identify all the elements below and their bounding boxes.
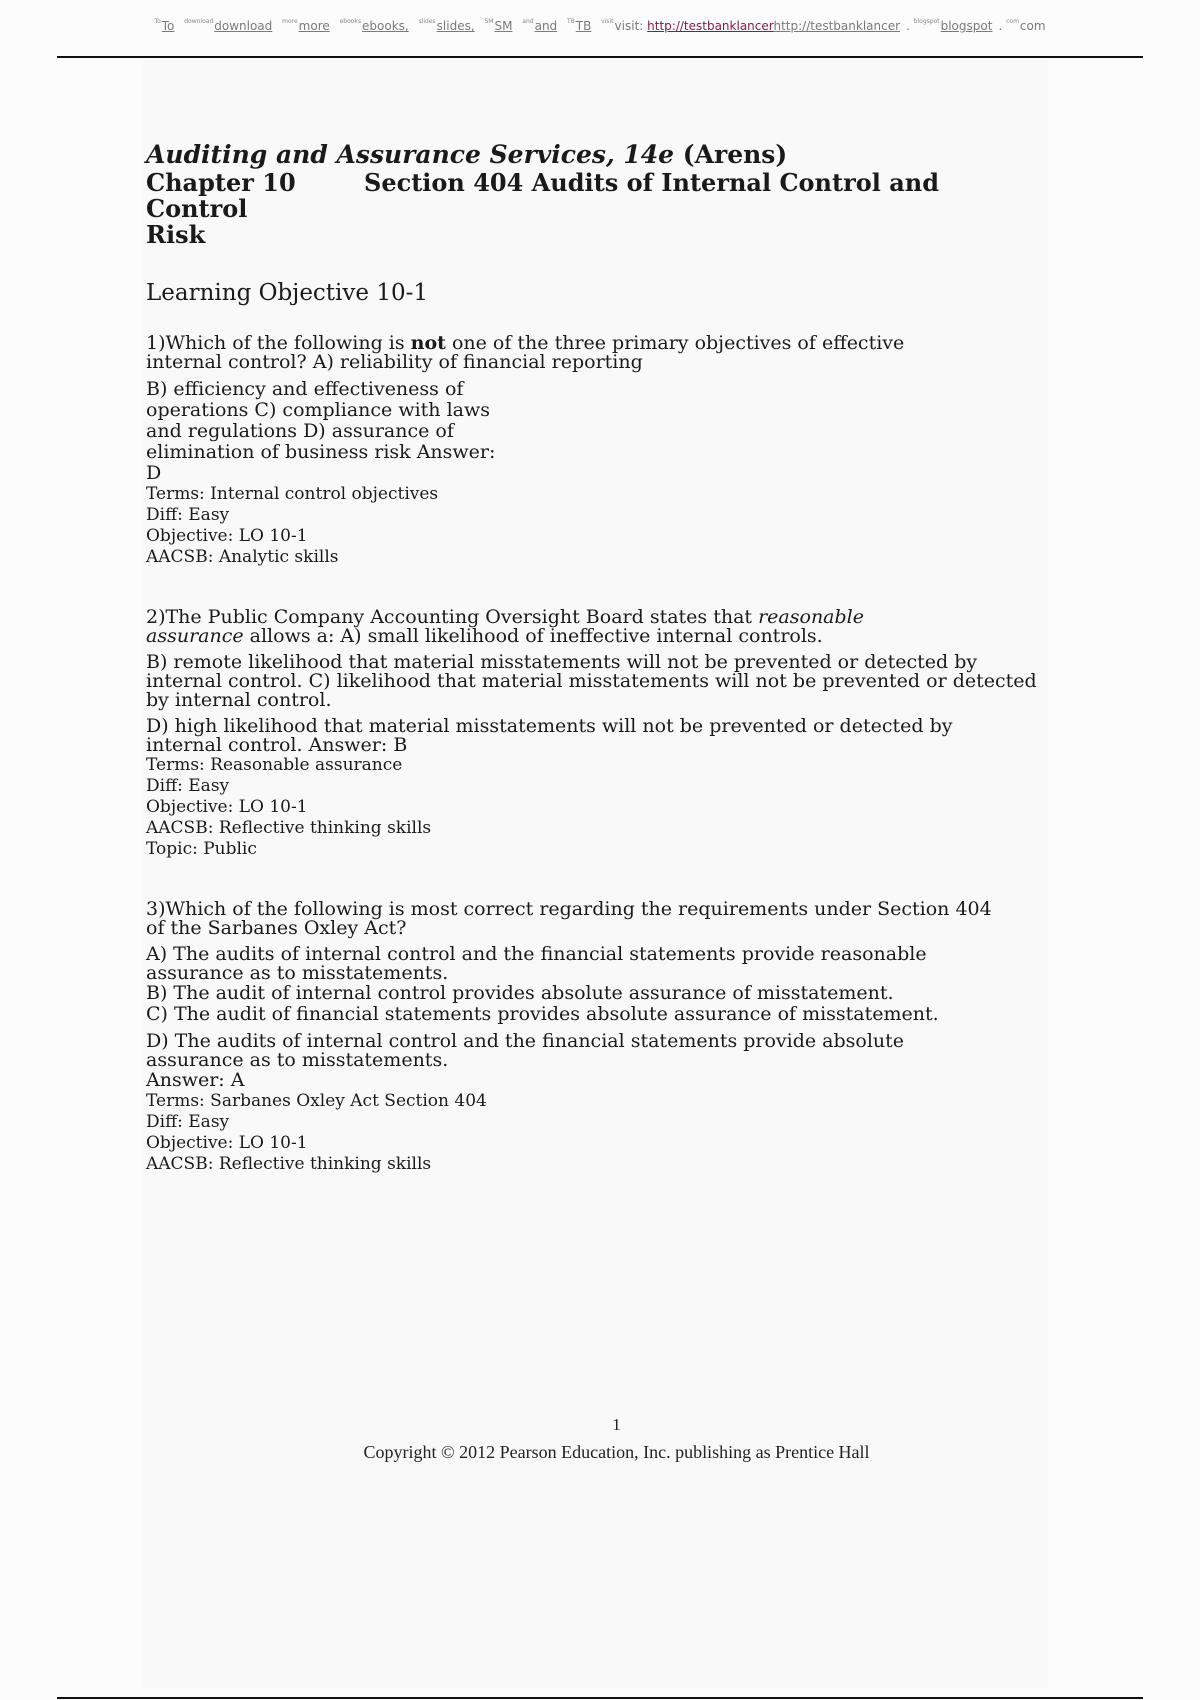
answer-option-line: D) high likelihood that material misstatements will not be prevented or detected by [146, 715, 953, 737]
banner-dot: . [906, 19, 910, 33]
banner-small-word: and [522, 18, 534, 25]
answer-option-line: B) efficiency and effectiveness of [146, 378, 464, 400]
question-difficulty: Diff: Easy [146, 505, 230, 525]
banner-small-word: SM [484, 18, 494, 25]
answer-option-line: D [146, 462, 162, 484]
banner-small-word: slides [418, 18, 436, 25]
answer-option-line: internal control. Answer: B [146, 734, 408, 756]
question-prompt-line: internal control? A) reliability of financial reporting [146, 351, 643, 373]
page-number: 1 [612, 1415, 621, 1434]
answer-option-line: internal control. C) likelihood that material misstatements will not be prevented or detected [146, 670, 1037, 692]
banner-word: more [298, 19, 330, 33]
question-aacsb: AACSB: Reflective thinking skills [146, 1154, 432, 1174]
answer-option-line: assurance as to misstatements. [146, 1049, 449, 1071]
question-2 [146, 608, 1046, 860]
book-author: (Arens) [682, 140, 788, 169]
book-title [146, 140, 1046, 170]
banner-small-word: ebooks [339, 18, 362, 25]
banner-word: To [161, 19, 175, 33]
answer-option-line: A) The audits of internal control and the financial statements provide reasonable [146, 943, 927, 965]
testbanklancer-link[interactable]: http://testbanklancer [647, 19, 774, 33]
chapter-title-continued: Risk [146, 220, 206, 249]
question-prompt-line [146, 627, 1046, 646]
answer-option-line: B) The audit of internal control provides absolute assurance of misstatement. [146, 982, 894, 1004]
banner-word: blogspot [940, 19, 993, 33]
document-body [146, 140, 1046, 1215]
book-title-italic: Auditing and Assurance Services, 14e [146, 140, 675, 169]
question-objective: Objective: LO 10-1 [146, 797, 308, 817]
question-objective: Objective: LO 10-1 [146, 1133, 308, 1153]
header-rule [57, 56, 1143, 58]
banner-small-word: download [184, 18, 214, 25]
learning-objective-heading: Learning Objective 10-1 [146, 280, 428, 306]
question-terms: Terms: Reasonable assurance [146, 755, 403, 775]
question-terms: Terms: Internal control objectives [146, 484, 439, 504]
banner-word: com [1019, 19, 1046, 33]
prompt-text: one of the three primary objectives of effective [445, 332, 905, 354]
question-difficulty: Diff: Easy [146, 1112, 230, 1132]
question-terms: Terms: Sarbanes Oxley Act Section 404 [146, 1091, 487, 1111]
question-difficulty: Diff: Easy [146, 776, 230, 796]
banner-small-word: TB [567, 18, 575, 25]
banner-word: slides, [436, 19, 475, 33]
question-prompt-line: of the Sarbanes Oxley Act? [146, 917, 407, 939]
question-answer: Answer: A [146, 1069, 245, 1091]
banner-word: and [534, 19, 558, 33]
answer-option-line: operations C) compliance with laws [146, 399, 490, 421]
question-1 [146, 334, 1046, 568]
chapter-title: Section 404 Audits of Internal Control and Control [146, 168, 939, 223]
answer-option-line: by internal control. [146, 689, 332, 711]
prompt-text: allows a: A) small likelihood of ineffective internal controls. [243, 625, 823, 647]
banner-word: visit: [614, 19, 644, 33]
banner-dot: . [998, 19, 1003, 33]
answer-option-line: elimination of business risk Answer: [146, 441, 496, 463]
answer-option-line: assurance as to misstatements. [146, 962, 449, 984]
question-aacsb: AACSB: Reflective thinking skills [146, 818, 432, 838]
question-topic: Topic: Public [146, 839, 257, 859]
question-prompt: 3)Which of the following is most correct regarding the requirements under Section 404 [146, 898, 992, 920]
question-objective: Objective: LO 10-1 [146, 526, 308, 546]
banner-small-word: visit [601, 18, 614, 25]
footer-rule [57, 1697, 1143, 1699]
banner-small-word: blogspot [913, 18, 940, 25]
answer-option-line: B) remote likelihood that material misstatements will not be prevented or detected by [146, 651, 978, 673]
prompt-emphasis: reasonable [758, 606, 864, 628]
banner-small-word: more [282, 18, 298, 25]
chapter-heading [146, 170, 1046, 222]
prompt-text: 2)The Public Company Accounting Oversight Board states that [146, 606, 759, 628]
prompt-emphasis: assurance [146, 625, 244, 647]
download-banner [0, 18, 1200, 33]
banner-word: SM [494, 19, 513, 33]
prompt-emphasis: not [410, 332, 446, 354]
answer-option-line: D) The audits of internal control and the financial statements provide absolute [146, 1030, 905, 1052]
banner-small-word: com [1006, 18, 1019, 25]
banner-word: download [214, 19, 273, 33]
banner-link-tail: http://testbanklancer [773, 19, 901, 33]
question-3 [146, 900, 1046, 1175]
chapter-number: Chapter 10 [146, 168, 296, 197]
question-aacsb: AACSB: Analytic skills [146, 547, 339, 567]
banner-small-word: To [154, 18, 161, 25]
copyright-notice: Copyright © 2012 Pearson Education, Inc. publishing as Prentice Hall [363, 1442, 870, 1462]
answer-option-line: and regulations D) assurance of [146, 420, 454, 442]
banner-word: TB [575, 19, 592, 33]
prompt-text: 1)Which of the following is [146, 332, 411, 354]
banner-word: ebooks, [362, 19, 409, 33]
answer-option-line: C) The audit of financial statements provides absolute assurance of misstatement. [146, 1003, 939, 1025]
